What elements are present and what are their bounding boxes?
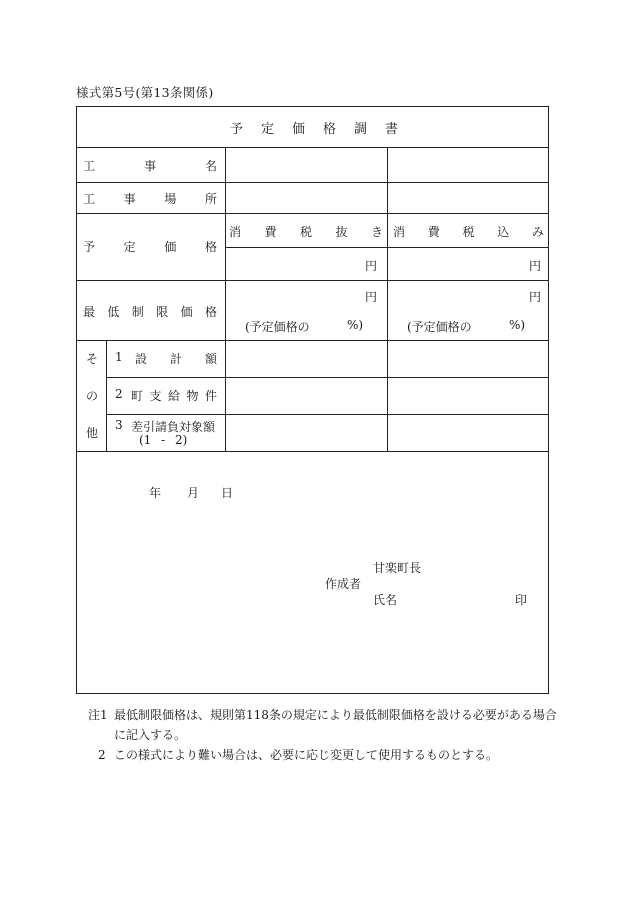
char: 事: [143, 158, 156, 173]
char: 名: [204, 158, 217, 173]
project-location-label: [83, 190, 217, 206]
row-divider: [77, 340, 548, 341]
char: 支: [149, 388, 162, 403]
char: 制: [131, 304, 144, 319]
net-contract-formula: (1 - 2): [139, 433, 188, 447]
other-label-char: の: [86, 389, 99, 403]
row-divider: [106, 414, 548, 415]
tax-included-header: [393, 223, 544, 239]
char: 件: [204, 388, 217, 403]
ratio-open: (予定価格の: [407, 320, 472, 334]
char: 予: [230, 121, 244, 137]
char: 定: [260, 121, 274, 137]
form-number: 様式第5号(第13条関係): [76, 85, 214, 100]
min-limit-price-label: [83, 303, 217, 319]
other-label-char: 他: [86, 426, 99, 440]
char: 町: [131, 388, 144, 403]
char: 税: [299, 224, 312, 239]
price-record-table: [76, 106, 549, 694]
row-divider: [77, 182, 548, 183]
char: 所: [204, 191, 217, 206]
char: 書: [384, 121, 398, 137]
row-divider: [77, 213, 548, 214]
note-1: [88, 705, 568, 745]
char: 計: [169, 351, 182, 366]
char: 格: [204, 304, 217, 319]
seal-mark: 印: [515, 593, 528, 607]
char: 場: [164, 191, 177, 206]
char: 価: [164, 239, 177, 254]
column-divider: [225, 147, 226, 451]
char: 価: [291, 121, 305, 137]
char: 工: [83, 158, 96, 173]
row-divider: [106, 377, 548, 378]
char: 限: [156, 304, 169, 319]
yen-unit: 円: [529, 259, 542, 273]
note-number: 2: [98, 748, 106, 762]
char: 込: [497, 224, 510, 239]
notes: [88, 705, 568, 765]
note-number: 注1: [88, 708, 108, 722]
creator-label: 作成者: [325, 577, 362, 591]
row-divider: [77, 280, 548, 281]
net-contract-amount-label: 差引請負対象額: [131, 420, 216, 434]
char: 定: [123, 239, 136, 254]
char: み: [531, 224, 544, 239]
table-title: [230, 119, 398, 135]
char: 調: [353, 121, 367, 137]
ratio-close: %): [509, 318, 526, 332]
char: 工: [83, 191, 96, 206]
date-month: 月: [187, 486, 200, 500]
column-divider: [106, 340, 107, 451]
tax-excluded-header: [229, 223, 383, 239]
town-supplied-items-label: [131, 387, 217, 403]
char: 事: [123, 191, 136, 206]
yen-unit: 円: [529, 290, 542, 304]
design-amount-label: [135, 350, 217, 366]
char: 消: [229, 224, 242, 239]
char: 抜: [335, 224, 348, 239]
row-divider: [77, 147, 548, 148]
char: 給: [167, 388, 180, 403]
name-label: 氏名: [373, 593, 398, 607]
char: 額: [204, 351, 217, 366]
char: 予: [83, 239, 96, 254]
item-number: 2: [115, 387, 123, 401]
char: 最: [83, 304, 96, 319]
other-label-char: そ: [86, 352, 99, 366]
date-year: 年: [149, 486, 162, 500]
yen-unit: 円: [365, 259, 378, 273]
ratio-close: %): [347, 318, 364, 332]
note-text: この様式により難い場合は、必要に応じ変更して使用するものとする。: [114, 748, 499, 762]
yen-unit: 円: [365, 290, 378, 304]
char: 格: [322, 121, 336, 137]
row-divider: [77, 451, 548, 452]
char: 物: [186, 388, 199, 403]
char: 税: [462, 224, 475, 239]
column-divider: [387, 147, 388, 451]
char: 設: [135, 351, 148, 366]
planned-price-label: [83, 238, 217, 254]
char: き: [370, 224, 383, 239]
item-number: 3: [115, 418, 123, 432]
char: 格: [204, 239, 217, 254]
char: 費: [427, 224, 440, 239]
char: 費: [264, 224, 277, 239]
ratio-open: (予定価格の: [245, 320, 310, 334]
project-name-label: [83, 157, 217, 173]
char: 消: [393, 224, 406, 239]
note-text: 最低制限価格は、規則第118条の規定により最低制限価格を設ける必要がある場合 に記入する。: [114, 708, 557, 742]
char: 低: [107, 304, 120, 319]
item-number: 1: [115, 350, 123, 364]
note-2: [88, 745, 568, 765]
office-title: 甘楽町長: [373, 561, 422, 575]
char: 価: [180, 304, 193, 319]
date-day: 日: [221, 486, 234, 500]
